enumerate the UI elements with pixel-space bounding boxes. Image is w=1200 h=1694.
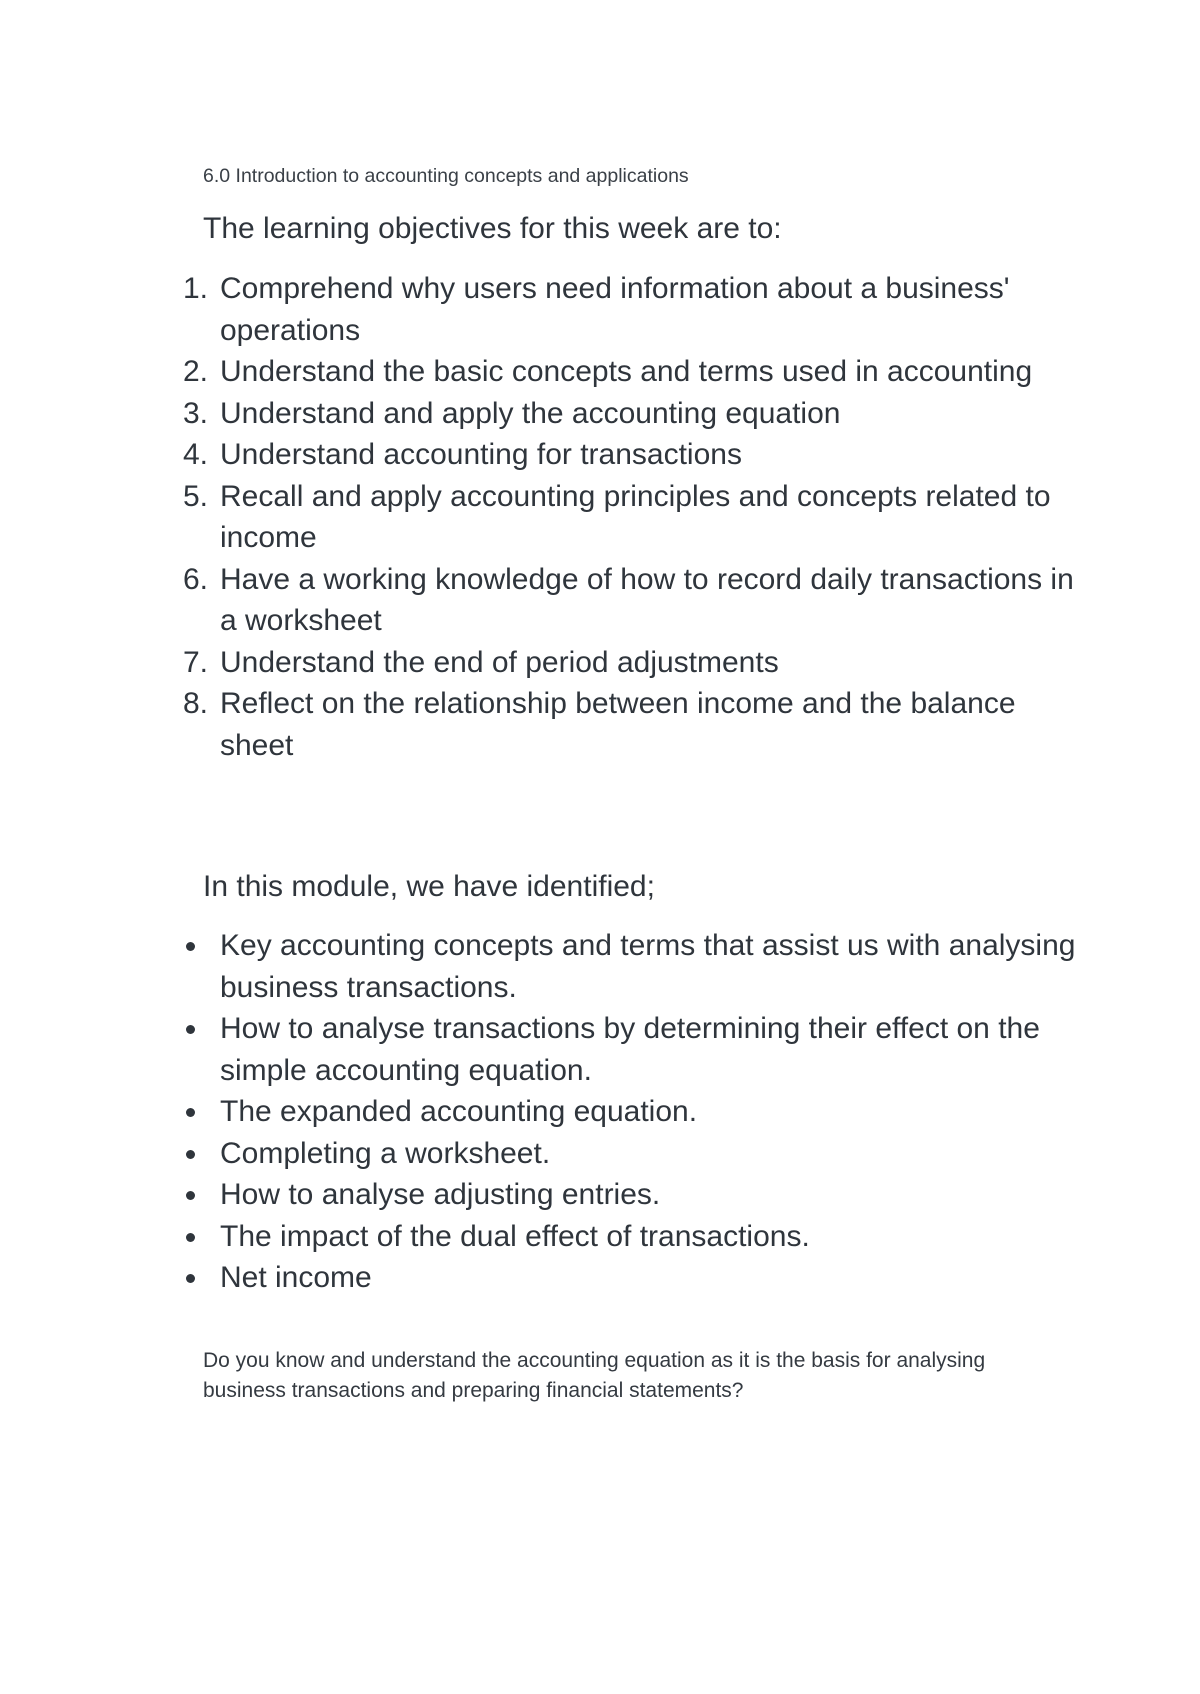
learning-objectives-list <box>180 268 1080 766</box>
objective-item <box>180 268 1080 351</box>
outcome-item <box>180 1133 1080 1175</box>
bullet-icon <box>186 1108 195 1117</box>
outcome-item <box>180 1216 1080 1258</box>
outcome-text: The impact of the dual effect of transactions. <box>220 1219 810 1253</box>
bullet-icon <box>186 1233 195 1242</box>
outcome-text: The expanded accounting equation. <box>220 1095 698 1128</box>
objective-text: Understand the basic concepts and terms used in accounting <box>220 355 1033 388</box>
outcome-item <box>180 1008 1080 1091</box>
objective-item <box>180 351 1080 393</box>
bullet-icon <box>186 1150 195 1159</box>
section-heading: 6.0 Introduction to accounting concepts and applications <box>203 165 689 187</box>
objective-text: Comprehend why users need information about a business' operations <box>220 272 1010 347</box>
objective-number: 6. <box>183 562 209 596</box>
objective-number: 4. <box>183 438 209 471</box>
objective-number: 3. <box>183 396 209 430</box>
bullet-icon <box>186 1025 195 1034</box>
module-intro: In this module, we have identified; <box>203 870 655 903</box>
outcome-text: How to analyse adjusting entries. <box>220 1178 661 1211</box>
objective-text: Have a working knowledge of how to record daily transactions in a worksheet <box>220 562 1074 637</box>
bullet-icon <box>186 1191 195 1200</box>
module-outcomes-list <box>180 925 1080 1299</box>
objective-text: Understand accounting for transactions <box>220 438 742 471</box>
objective-item <box>180 559 1080 642</box>
outcome-text: Key accounting concepts and terms that assist us with analysing business transactions. <box>220 929 1076 1004</box>
objective-number: 5. <box>183 479 209 513</box>
objectives-intro: The learning objectives for this week are to: <box>203 212 782 245</box>
objective-text: Understand the end of period adjustments <box>220 645 779 679</box>
objective-item <box>180 434 1080 476</box>
objective-number: 7. <box>183 645 209 679</box>
objective-item <box>180 476 1080 559</box>
objective-number: 2. <box>183 355 209 388</box>
outcome-item <box>180 1091 1080 1133</box>
outcome-text: Net income <box>220 1261 372 1294</box>
bullet-icon <box>186 1274 195 1283</box>
objective-number: 1. <box>183 272 209 305</box>
outcome-item <box>180 925 1080 1008</box>
outcome-text: How to analyse transactions by determining their effect on the simple accounting equation. <box>220 1012 1040 1087</box>
objective-item <box>180 393 1080 435</box>
objective-text: Understand and apply the accounting equation <box>220 396 841 430</box>
outcome-item <box>180 1257 1080 1299</box>
objective-text: Reflect on the relationship between income and the balance sheet <box>220 687 1016 762</box>
bullet-icon <box>186 942 195 951</box>
objective-number: 8. <box>183 687 209 720</box>
objective-text: Recall and apply accounting principles and concepts related to income <box>220 479 1051 554</box>
outcome-text: Completing a worksheet. <box>220 1136 551 1170</box>
objective-item <box>180 642 1080 684</box>
closing-question: Do you know and understand the accounting equation as it is the basis for analysing business transactions and preparing financial statements? <box>203 1349 986 1402</box>
outcome-item <box>180 1174 1080 1216</box>
objective-item <box>180 683 1080 766</box>
